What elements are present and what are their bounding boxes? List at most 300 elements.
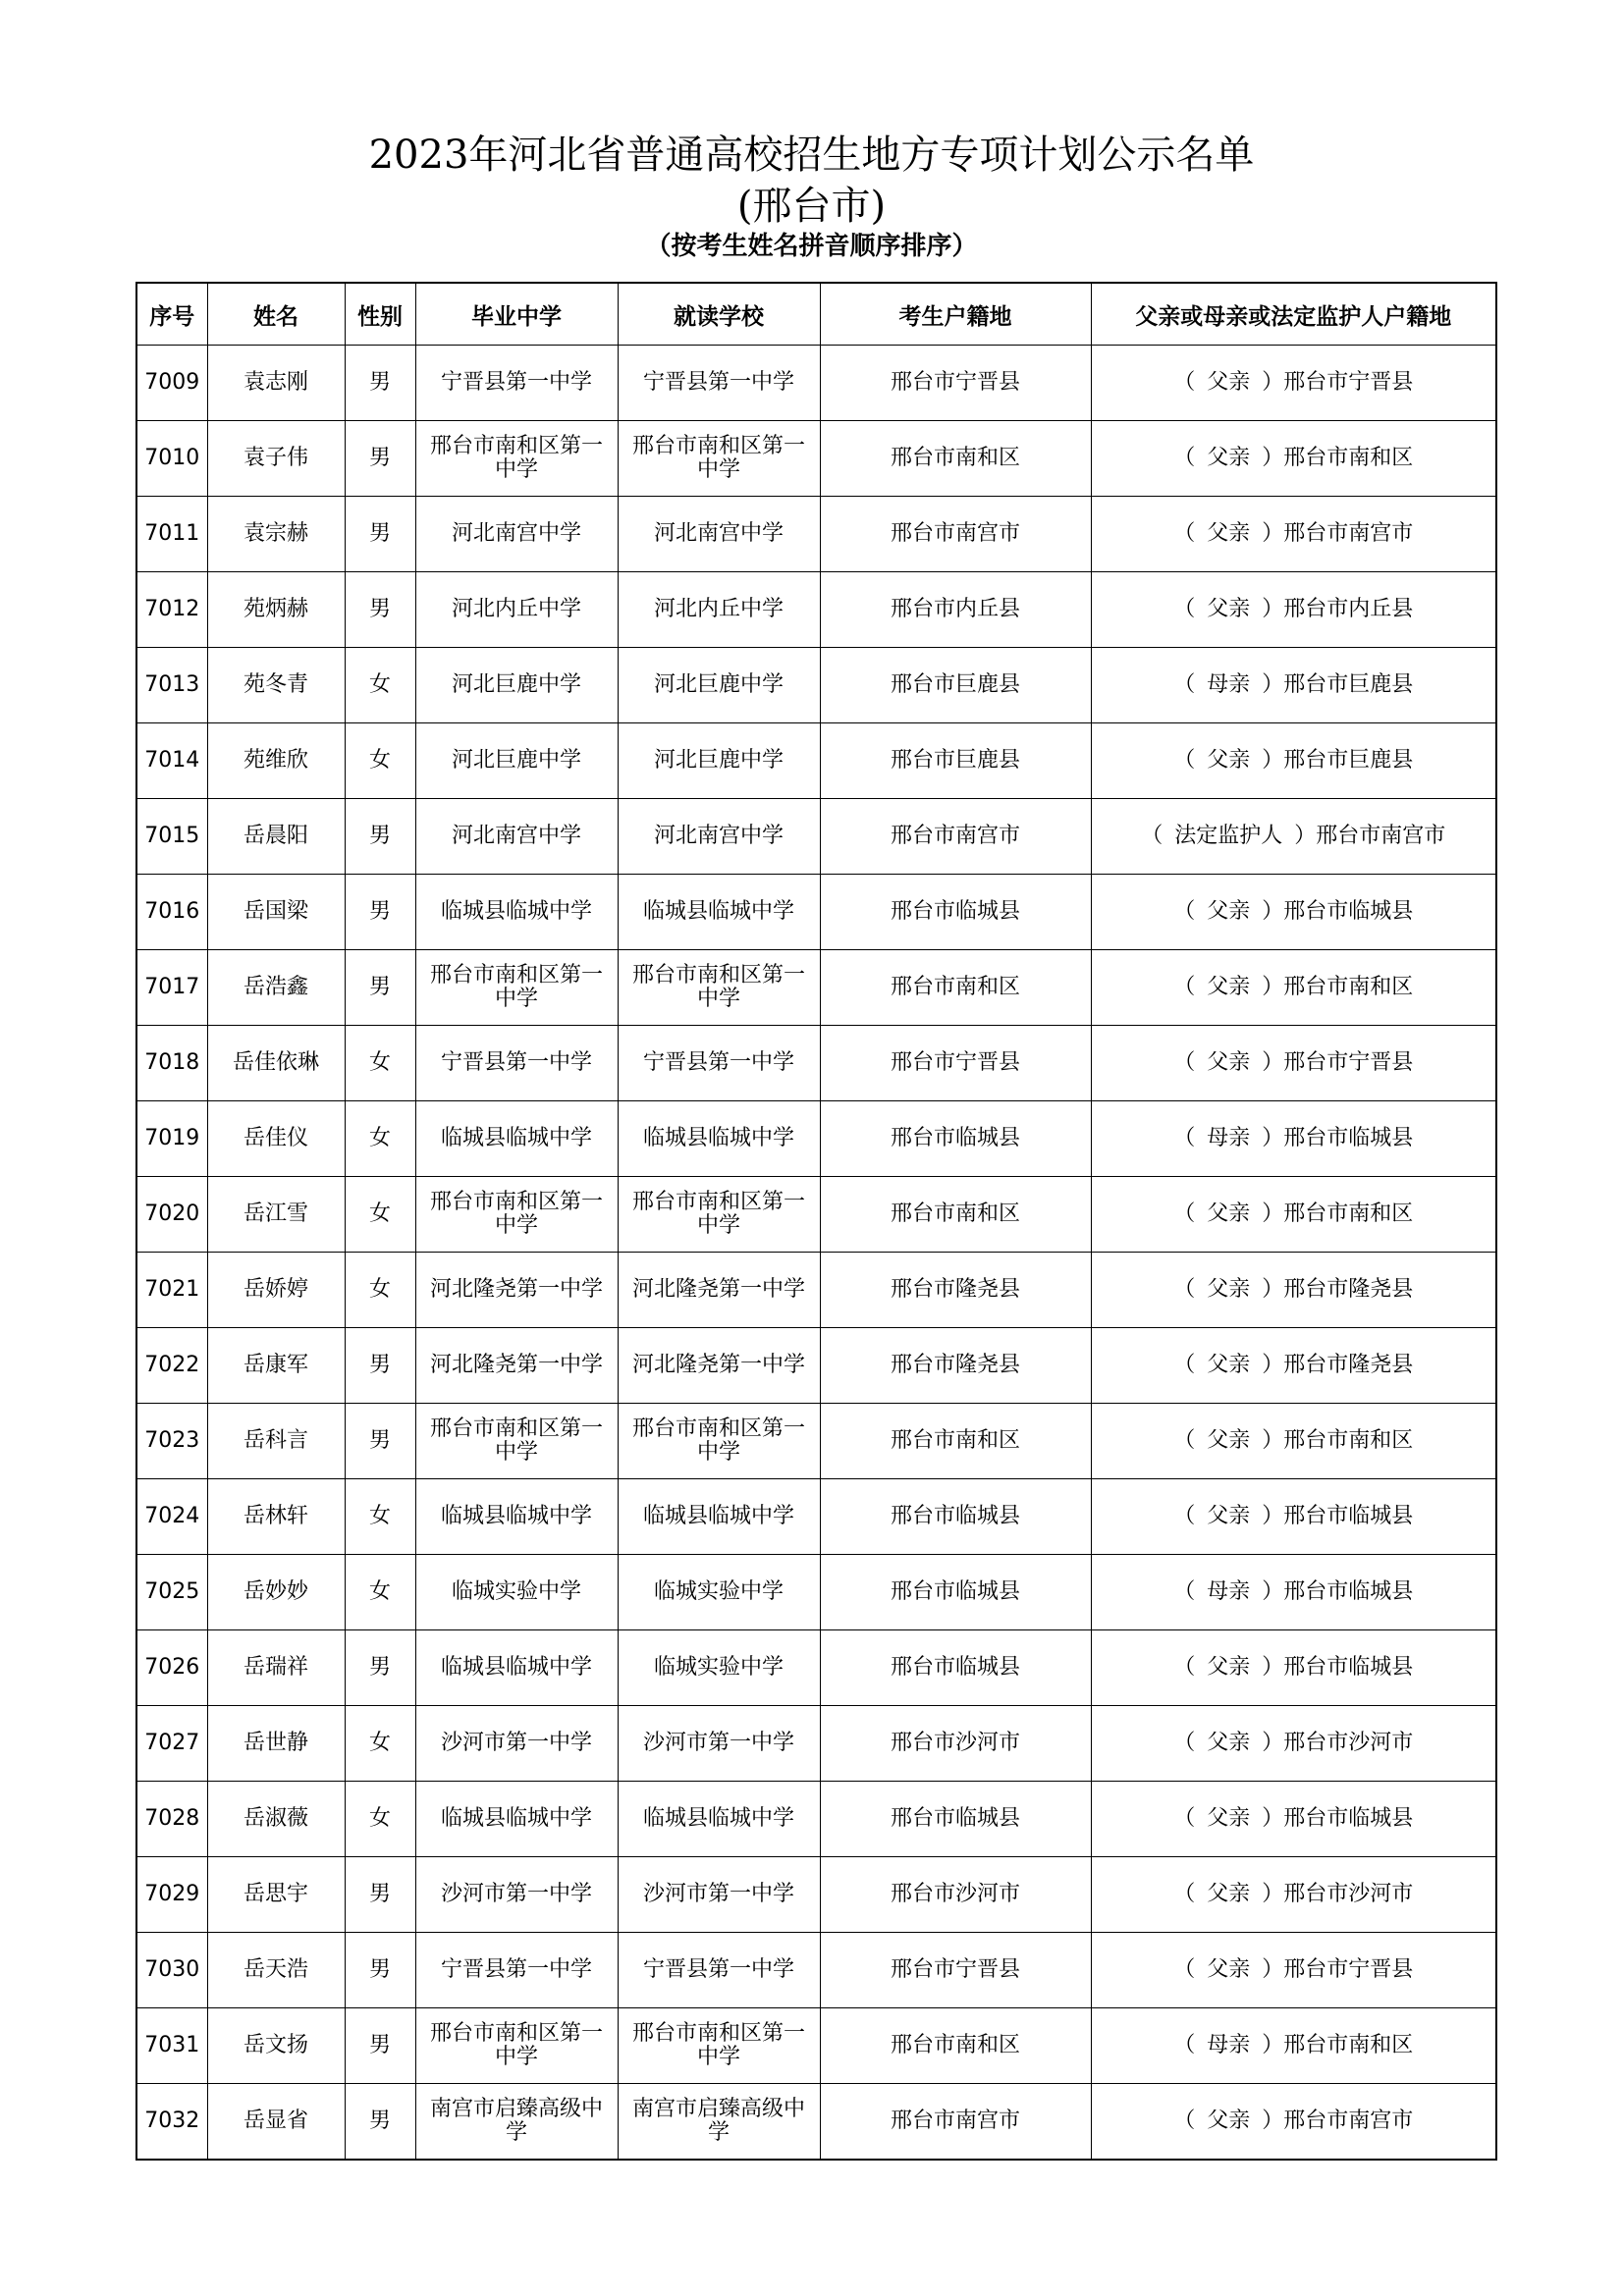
cell-current-school: 邢台市南和区第一中学 xyxy=(618,421,820,497)
cell-name: 岳晨阳 xyxy=(207,799,345,875)
cell-grad-school: 河北隆尧第一中学 xyxy=(415,1253,618,1328)
cell-hukou: 邢台市南和区 xyxy=(820,421,1091,497)
open-paren: （ xyxy=(1173,1126,1196,1150)
cell-gender: 男 xyxy=(345,1630,415,1706)
cell-current-school: 河北南宫中学 xyxy=(618,497,820,572)
close-paren: ） xyxy=(1262,1050,1284,1075)
cell-current-school: 临城实验中学 xyxy=(618,1555,820,1630)
cell-name: 岳文扬 xyxy=(207,2008,345,2084)
table-row xyxy=(136,723,1496,799)
cell-grad-school: 邢台市南和区第一中学 xyxy=(415,950,618,1026)
cell-seq: 7022 xyxy=(136,1328,207,1404)
cell-current-school: 宁晋县第一中学 xyxy=(618,1026,820,1101)
guardian-relation: 父亲 xyxy=(1207,1353,1251,1377)
guardian-relation: 父亲 xyxy=(1207,597,1251,621)
guardian-relation: 父亲 xyxy=(1207,748,1251,773)
cell-current-school: 邢台市南和区第一中学 xyxy=(618,1404,820,1479)
cell-hukou: 邢台市内丘县 xyxy=(820,572,1091,648)
cell-seq: 7013 xyxy=(136,648,207,723)
guardian-hukou: 邢台市宁晋县 xyxy=(1283,370,1414,395)
guardian-hukou: 邢台市临城县 xyxy=(1283,899,1414,924)
guardian-relation: 父亲 xyxy=(1207,1428,1251,1453)
open-paren: （ xyxy=(1173,597,1196,621)
cell-name: 岳林轩 xyxy=(207,1479,345,1555)
cell-gender: 男 xyxy=(345,1857,415,1933)
sort-note: （按考生姓名拼音顺序排序） xyxy=(645,232,978,261)
cell-current-school: 临城县临城中学 xyxy=(618,1479,820,1555)
table-row xyxy=(136,1404,1496,1479)
cell-gender: 男 xyxy=(345,2084,415,2161)
cell-current-school: 临城实验中学 xyxy=(618,1630,820,1706)
guardian-hukou: 邢台市沙河市 xyxy=(1283,1731,1414,1755)
document-subtitle: (邢台市) xyxy=(736,184,887,229)
cell-seq: 7011 xyxy=(136,497,207,572)
cell-grad-school: 邢台市南和区第一中学 xyxy=(415,1177,618,1253)
open-paren: （ xyxy=(1173,975,1196,999)
guardian-hukou: 邢台市沙河市 xyxy=(1283,1882,1414,1906)
cell-name: 岳显省 xyxy=(207,2084,345,2161)
table-row xyxy=(136,2084,1496,2161)
cell-gender: 男 xyxy=(345,421,415,497)
cell-grad-school: 临城县临城中学 xyxy=(415,1101,618,1177)
cell-name: 岳佳仪 xyxy=(207,1101,345,1177)
close-paren: ） xyxy=(1262,370,1284,395)
cell-seq: 7018 xyxy=(136,1026,207,1101)
cell-grad-school: 南宫市启臻高级中学 xyxy=(415,2084,618,2161)
open-paren: （ xyxy=(1173,1579,1196,1604)
cell-guardian xyxy=(1091,1479,1496,1555)
cell-seq: 7026 xyxy=(136,1630,207,1706)
cell-current-school: 临城县临城中学 xyxy=(618,875,820,950)
cell-gender: 女 xyxy=(345,723,415,799)
cell-grad-school: 河北巨鹿中学 xyxy=(415,723,618,799)
table-row xyxy=(136,1101,1496,1177)
guardian-relation: 父亲 xyxy=(1207,1050,1251,1075)
cell-current-school: 河北南宫中学 xyxy=(618,799,820,875)
cell-gender: 男 xyxy=(345,346,415,421)
cell-current-school: 南宫市启臻高级中学 xyxy=(618,2084,820,2161)
cell-current-school: 临城县临城中学 xyxy=(618,1782,820,1857)
table-row xyxy=(136,1177,1496,1253)
cell-hukou: 邢台市宁晋县 xyxy=(820,1026,1091,1101)
open-paren: （ xyxy=(1173,2109,1196,2133)
cell-current-school: 河北隆尧第一中学 xyxy=(618,1328,820,1404)
cell-guardian xyxy=(1091,1404,1496,1479)
cell-grad-school: 河北巨鹿中学 xyxy=(415,648,618,723)
close-paren: ） xyxy=(1262,1655,1284,1680)
cell-hukou: 邢台市南宫市 xyxy=(820,2084,1091,2161)
cell-gender: 男 xyxy=(345,875,415,950)
cell-seq: 7010 xyxy=(136,421,207,497)
guardian-relation: 父亲 xyxy=(1207,975,1251,999)
cell-hukou: 邢台市沙河市 xyxy=(820,1706,1091,1782)
guardian-hukou: 邢台市临城县 xyxy=(1283,1655,1414,1680)
table-row xyxy=(136,648,1496,723)
table-row xyxy=(136,346,1496,421)
cell-seq: 7009 xyxy=(136,346,207,421)
cell-gender: 男 xyxy=(345,572,415,648)
close-paren: ） xyxy=(1262,1126,1284,1150)
cell-current-school: 宁晋县第一中学 xyxy=(618,1933,820,2008)
cell-current-school: 邢台市南和区第一中学 xyxy=(618,950,820,1026)
cell-current-school: 宁晋县第一中学 xyxy=(618,346,820,421)
guardian-hukou: 邢台市南和区 xyxy=(1283,975,1414,999)
close-paren: ） xyxy=(1262,1353,1284,1377)
open-paren: （ xyxy=(1173,748,1196,773)
cell-current-school: 沙河市第一中学 xyxy=(618,1857,820,1933)
close-paren: ） xyxy=(1262,1731,1284,1755)
cell-gender: 女 xyxy=(345,648,415,723)
cell-grad-school: 宁晋县第一中学 xyxy=(415,1026,618,1101)
cell-name: 岳康军 xyxy=(207,1328,345,1404)
table-row xyxy=(136,799,1496,875)
open-paren: （ xyxy=(1173,1504,1196,1528)
cell-hukou: 邢台市南和区 xyxy=(820,1404,1091,1479)
cell-grad-school: 沙河市第一中学 xyxy=(415,1706,618,1782)
cell-guardian xyxy=(1091,497,1496,572)
cell-hukou: 邢台市南宫市 xyxy=(820,497,1091,572)
table-header-row xyxy=(136,283,1496,346)
table-row xyxy=(136,1026,1496,1101)
cell-grad-school: 宁晋县第一中学 xyxy=(415,1933,618,2008)
cell-seq: 7021 xyxy=(136,1253,207,1328)
cell-guardian xyxy=(1091,2008,1496,2084)
cell-hukou: 邢台市宁晋县 xyxy=(820,346,1091,421)
cell-seq: 7027 xyxy=(136,1706,207,1782)
close-paren: ） xyxy=(1262,597,1284,621)
guardian-hukou: 邢台市临城县 xyxy=(1283,1579,1414,1604)
open-paren: （ xyxy=(1173,521,1196,546)
guardian-hukou: 邢台市南和区 xyxy=(1283,2033,1414,2057)
cell-gender: 女 xyxy=(345,1253,415,1328)
guardian-relation: 父亲 xyxy=(1207,1882,1251,1906)
cell-guardian xyxy=(1091,1782,1496,1857)
cell-seq: 7020 xyxy=(136,1177,207,1253)
open-paren: （ xyxy=(1173,370,1196,395)
cell-guardian xyxy=(1091,1933,1496,2008)
table-row xyxy=(136,1782,1496,1857)
cell-guardian xyxy=(1091,1101,1496,1177)
cell-guardian xyxy=(1091,950,1496,1026)
open-paren: （ xyxy=(1173,1882,1196,1906)
cell-grad-school: 河北隆尧第一中学 xyxy=(415,1328,618,1404)
table-row xyxy=(136,950,1496,1026)
cell-guardian xyxy=(1091,346,1496,421)
document-title: 2023年河北省普通高校招生地方专项计划公示名单 xyxy=(368,133,1255,178)
header-seq: 序号 xyxy=(136,283,207,346)
cell-grad-school: 宁晋县第一中学 xyxy=(415,346,618,421)
cell-seq: 7030 xyxy=(136,1933,207,2008)
open-paren: （ xyxy=(1173,1806,1196,1831)
cell-grad-school: 邢台市南和区第一中学 xyxy=(415,421,618,497)
cell-name: 苑维欣 xyxy=(207,723,345,799)
cell-hukou: 邢台市南和区 xyxy=(820,1177,1091,1253)
close-paren: ） xyxy=(1262,1957,1284,1982)
cell-hukou: 邢台市隆尧县 xyxy=(820,1253,1091,1328)
open-paren: （ xyxy=(1173,1731,1196,1755)
close-paren: ） xyxy=(1262,1579,1284,1604)
cell-current-school: 沙河市第一中学 xyxy=(618,1706,820,1782)
cell-seq: 7024 xyxy=(136,1479,207,1555)
guardian-relation: 父亲 xyxy=(1207,1504,1251,1528)
guardian-relation: 父亲 xyxy=(1207,1277,1251,1302)
cell-guardian xyxy=(1091,1177,1496,1253)
cell-grad-school: 临城县临城中学 xyxy=(415,1479,618,1555)
table-row xyxy=(136,1479,1496,1555)
guardian-relation: 父亲 xyxy=(1207,370,1251,395)
close-paren: ） xyxy=(1262,1504,1284,1528)
table-row xyxy=(136,1555,1496,1630)
table-row xyxy=(136,572,1496,648)
cell-name: 岳娇婷 xyxy=(207,1253,345,1328)
cell-name: 岳妙妙 xyxy=(207,1555,345,1630)
header-hukou: 考生户籍地 xyxy=(820,283,1091,346)
cell-grad-school: 河北南宫中学 xyxy=(415,497,618,572)
cell-seq: 7016 xyxy=(136,875,207,950)
guardian-hukou: 邢台市南和区 xyxy=(1283,1201,1414,1226)
open-paren: （ xyxy=(1141,824,1163,848)
guardian-hukou: 邢台市南宫市 xyxy=(1283,2109,1414,2133)
cell-hukou: 邢台市南和区 xyxy=(820,950,1091,1026)
open-paren: （ xyxy=(1173,1353,1196,1377)
guardian-relation: 父亲 xyxy=(1207,1957,1251,1982)
guardian-hukou: 邢台市隆尧县 xyxy=(1283,1277,1414,1302)
close-paren: ） xyxy=(1262,975,1284,999)
cell-guardian xyxy=(1091,875,1496,950)
cell-gender: 男 xyxy=(345,497,415,572)
cell-hukou: 邢台市巨鹿县 xyxy=(820,648,1091,723)
cell-gender: 女 xyxy=(345,1026,415,1101)
table-row xyxy=(136,1706,1496,1782)
cell-grad-school: 临城县临城中学 xyxy=(415,1630,618,1706)
open-paren: （ xyxy=(1173,1428,1196,1453)
cell-guardian xyxy=(1091,1706,1496,1782)
close-paren: ） xyxy=(1262,748,1284,773)
guardian-relation: 父亲 xyxy=(1207,899,1251,924)
open-paren: （ xyxy=(1173,899,1196,924)
roster-table xyxy=(135,282,1497,2161)
cell-seq: 7017 xyxy=(136,950,207,1026)
table-row xyxy=(136,497,1496,572)
guardian-relation: 父亲 xyxy=(1207,446,1251,470)
cell-guardian xyxy=(1091,1253,1496,1328)
guardian-hukou: 邢台市南和区 xyxy=(1283,446,1414,470)
guardian-hukou: 邢台市南宫市 xyxy=(1283,521,1414,546)
cell-gender: 女 xyxy=(345,1555,415,1630)
cell-name: 岳瑞祥 xyxy=(207,1630,345,1706)
guardian-relation: 父亲 xyxy=(1207,1655,1251,1680)
cell-current-school: 邢台市南和区第一中学 xyxy=(618,2008,820,2084)
cell-hukou: 邢台市临城县 xyxy=(820,1630,1091,1706)
cell-gender: 男 xyxy=(345,799,415,875)
header-guardian-hukou: 父亲或母亲或法定监护人户籍地 xyxy=(1091,283,1496,346)
cell-seq: 7015 xyxy=(136,799,207,875)
header-grad-school: 毕业中学 xyxy=(415,283,618,346)
table-row xyxy=(136,1857,1496,1933)
close-paren: ） xyxy=(1294,824,1317,848)
cell-gender: 男 xyxy=(345,950,415,1026)
cell-gender: 女 xyxy=(345,1101,415,1177)
cell-name: 岳江雪 xyxy=(207,1177,345,1253)
open-paren: （ xyxy=(1173,2033,1196,2057)
close-paren: ） xyxy=(1262,1201,1284,1226)
cell-gender: 女 xyxy=(345,1706,415,1782)
open-paren: （ xyxy=(1173,1201,1196,1226)
cell-name: 苑炳赫 xyxy=(207,572,345,648)
cell-hukou: 邢台市临城县 xyxy=(820,1782,1091,1857)
cell-seq: 7012 xyxy=(136,572,207,648)
guardian-hukou: 邢台市南和区 xyxy=(1283,1428,1414,1453)
cell-gender: 男 xyxy=(345,1328,415,1404)
guardian-hukou: 邢台市临城县 xyxy=(1283,1504,1414,1528)
table-row xyxy=(136,2008,1496,2084)
guardian-relation: 父亲 xyxy=(1207,1201,1251,1226)
close-paren: ） xyxy=(1262,1428,1284,1453)
cell-grad-school: 沙河市第一中学 xyxy=(415,1857,618,1933)
cell-guardian xyxy=(1091,648,1496,723)
cell-hukou: 邢台市南宫市 xyxy=(820,799,1091,875)
header-gender: 性别 xyxy=(345,283,415,346)
close-paren: ） xyxy=(1262,899,1284,924)
table-row xyxy=(136,1630,1496,1706)
cell-hukou: 邢台市临城县 xyxy=(820,1555,1091,1630)
open-paren: （ xyxy=(1173,446,1196,470)
cell-hukou: 邢台市临城县 xyxy=(820,1479,1091,1555)
cell-name: 苑冬青 xyxy=(207,648,345,723)
cell-name: 袁子伟 xyxy=(207,421,345,497)
open-paren: （ xyxy=(1173,1957,1196,1982)
cell-grad-school: 临城实验中学 xyxy=(415,1555,618,1630)
cell-name: 岳思宇 xyxy=(207,1857,345,1933)
guardian-relation: 父亲 xyxy=(1207,1731,1251,1755)
table-row xyxy=(136,1253,1496,1328)
cell-guardian xyxy=(1091,1026,1496,1101)
cell-grad-school: 邢台市南和区第一中学 xyxy=(415,1404,618,1479)
cell-guardian xyxy=(1091,1857,1496,1933)
cell-guardian xyxy=(1091,2084,1496,2161)
cell-hukou: 邢台市南和区 xyxy=(820,2008,1091,2084)
table-row xyxy=(136,1328,1496,1404)
cell-seq: 7019 xyxy=(136,1101,207,1177)
guardian-relation: 父亲 xyxy=(1207,521,1251,546)
close-paren: ） xyxy=(1262,2109,1284,2133)
cell-grad-school: 临城县临城中学 xyxy=(415,1782,618,1857)
cell-name: 岳淑薇 xyxy=(207,1782,345,1857)
cell-seq: 7031 xyxy=(136,2008,207,2084)
guardian-relation: 母亲 xyxy=(1207,672,1251,697)
close-paren: ） xyxy=(1262,1806,1284,1831)
table-row xyxy=(136,421,1496,497)
header-current-school: 就读学校 xyxy=(618,283,820,346)
guardian-hukou: 邢台市宁晋县 xyxy=(1283,1050,1414,1075)
cell-guardian xyxy=(1091,572,1496,648)
guardian-hukou: 邢台市临城县 xyxy=(1283,1126,1414,1150)
close-paren: ） xyxy=(1262,521,1284,546)
guardian-hukou: 邢台市宁晋县 xyxy=(1283,1957,1414,1982)
cell-seq: 7023 xyxy=(136,1404,207,1479)
cell-name: 岳科言 xyxy=(207,1404,345,1479)
cell-gender: 男 xyxy=(345,2008,415,2084)
open-paren: （ xyxy=(1173,672,1196,697)
guardian-hukou: 邢台市南宫市 xyxy=(1316,824,1446,848)
guardian-relation: 母亲 xyxy=(1207,1579,1251,1604)
guardian-hukou: 邢台市巨鹿县 xyxy=(1283,748,1414,773)
cell-guardian xyxy=(1091,1328,1496,1404)
cell-hukou: 邢台市宁晋县 xyxy=(820,1933,1091,2008)
cell-gender: 女 xyxy=(345,1177,415,1253)
cell-name: 岳世静 xyxy=(207,1706,345,1782)
cell-seq: 7014 xyxy=(136,723,207,799)
open-paren: （ xyxy=(1173,1050,1196,1075)
guardian-hukou: 邢台市临城县 xyxy=(1283,1806,1414,1831)
cell-gender: 男 xyxy=(345,1933,415,2008)
cell-current-school: 河北隆尧第一中学 xyxy=(618,1253,820,1328)
cell-current-school: 河北巨鹿中学 xyxy=(618,723,820,799)
cell-current-school: 河北内丘中学 xyxy=(618,572,820,648)
cell-name: 岳佳依琳 xyxy=(207,1026,345,1101)
cell-seq: 7025 xyxy=(136,1555,207,1630)
guardian-relation: 母亲 xyxy=(1207,1126,1251,1150)
close-paren: ） xyxy=(1262,446,1284,470)
cell-name: 袁宗赫 xyxy=(207,497,345,572)
cell-guardian xyxy=(1091,421,1496,497)
cell-seq: 7028 xyxy=(136,1782,207,1857)
open-paren: （ xyxy=(1173,1277,1196,1302)
cell-hukou: 邢台市临城县 xyxy=(820,875,1091,950)
guardian-hukou: 邢台市隆尧县 xyxy=(1283,1353,1414,1377)
close-paren: ） xyxy=(1262,1882,1284,1906)
cell-grad-school: 河北南宫中学 xyxy=(415,799,618,875)
cell-current-school: 临城县临城中学 xyxy=(618,1101,820,1177)
close-paren: ） xyxy=(1262,2033,1284,2057)
guardian-relation: 父亲 xyxy=(1207,2109,1251,2133)
cell-current-school: 河北巨鹿中学 xyxy=(618,648,820,723)
guardian-relation: 母亲 xyxy=(1207,2033,1251,2057)
guardian-hukou: 邢台市内丘县 xyxy=(1283,597,1414,621)
cell-grad-school: 邢台市南和区第一中学 xyxy=(415,2008,618,2084)
cell-guardian xyxy=(1091,723,1496,799)
guardian-relation: 父亲 xyxy=(1207,1806,1251,1831)
table-row xyxy=(136,875,1496,950)
open-paren: （ xyxy=(1173,1655,1196,1680)
cell-guardian xyxy=(1091,1555,1496,1630)
cell-hukou: 邢台市临城县 xyxy=(820,1101,1091,1177)
cell-grad-school: 河北内丘中学 xyxy=(415,572,618,648)
cell-seq: 7032 xyxy=(136,2084,207,2161)
header-name: 姓名 xyxy=(207,283,345,346)
cell-hukou: 邢台市隆尧县 xyxy=(820,1328,1091,1404)
close-paren: ） xyxy=(1262,672,1284,697)
cell-name: 岳天浩 xyxy=(207,1933,345,2008)
cell-name: 岳国梁 xyxy=(207,875,345,950)
cell-gender: 男 xyxy=(345,1404,415,1479)
cell-guardian xyxy=(1091,799,1496,875)
table-body xyxy=(136,346,1496,2161)
cell-current-school: 邢台市南和区第一中学 xyxy=(618,1177,820,1253)
cell-hukou: 邢台市沙河市 xyxy=(820,1857,1091,1933)
guardian-relation: 法定监护人 xyxy=(1174,824,1283,848)
close-paren: ） xyxy=(1262,1277,1284,1302)
cell-gender: 女 xyxy=(345,1479,415,1555)
cell-grad-school: 临城县临城中学 xyxy=(415,875,618,950)
cell-gender: 女 xyxy=(345,1782,415,1857)
table-row xyxy=(136,1933,1496,2008)
cell-name: 岳浩鑫 xyxy=(207,950,345,1026)
cell-guardian xyxy=(1091,1630,1496,1706)
cell-hukou: 邢台市巨鹿县 xyxy=(820,723,1091,799)
cell-name: 袁志刚 xyxy=(207,346,345,421)
cell-seq: 7029 xyxy=(136,1857,207,1933)
